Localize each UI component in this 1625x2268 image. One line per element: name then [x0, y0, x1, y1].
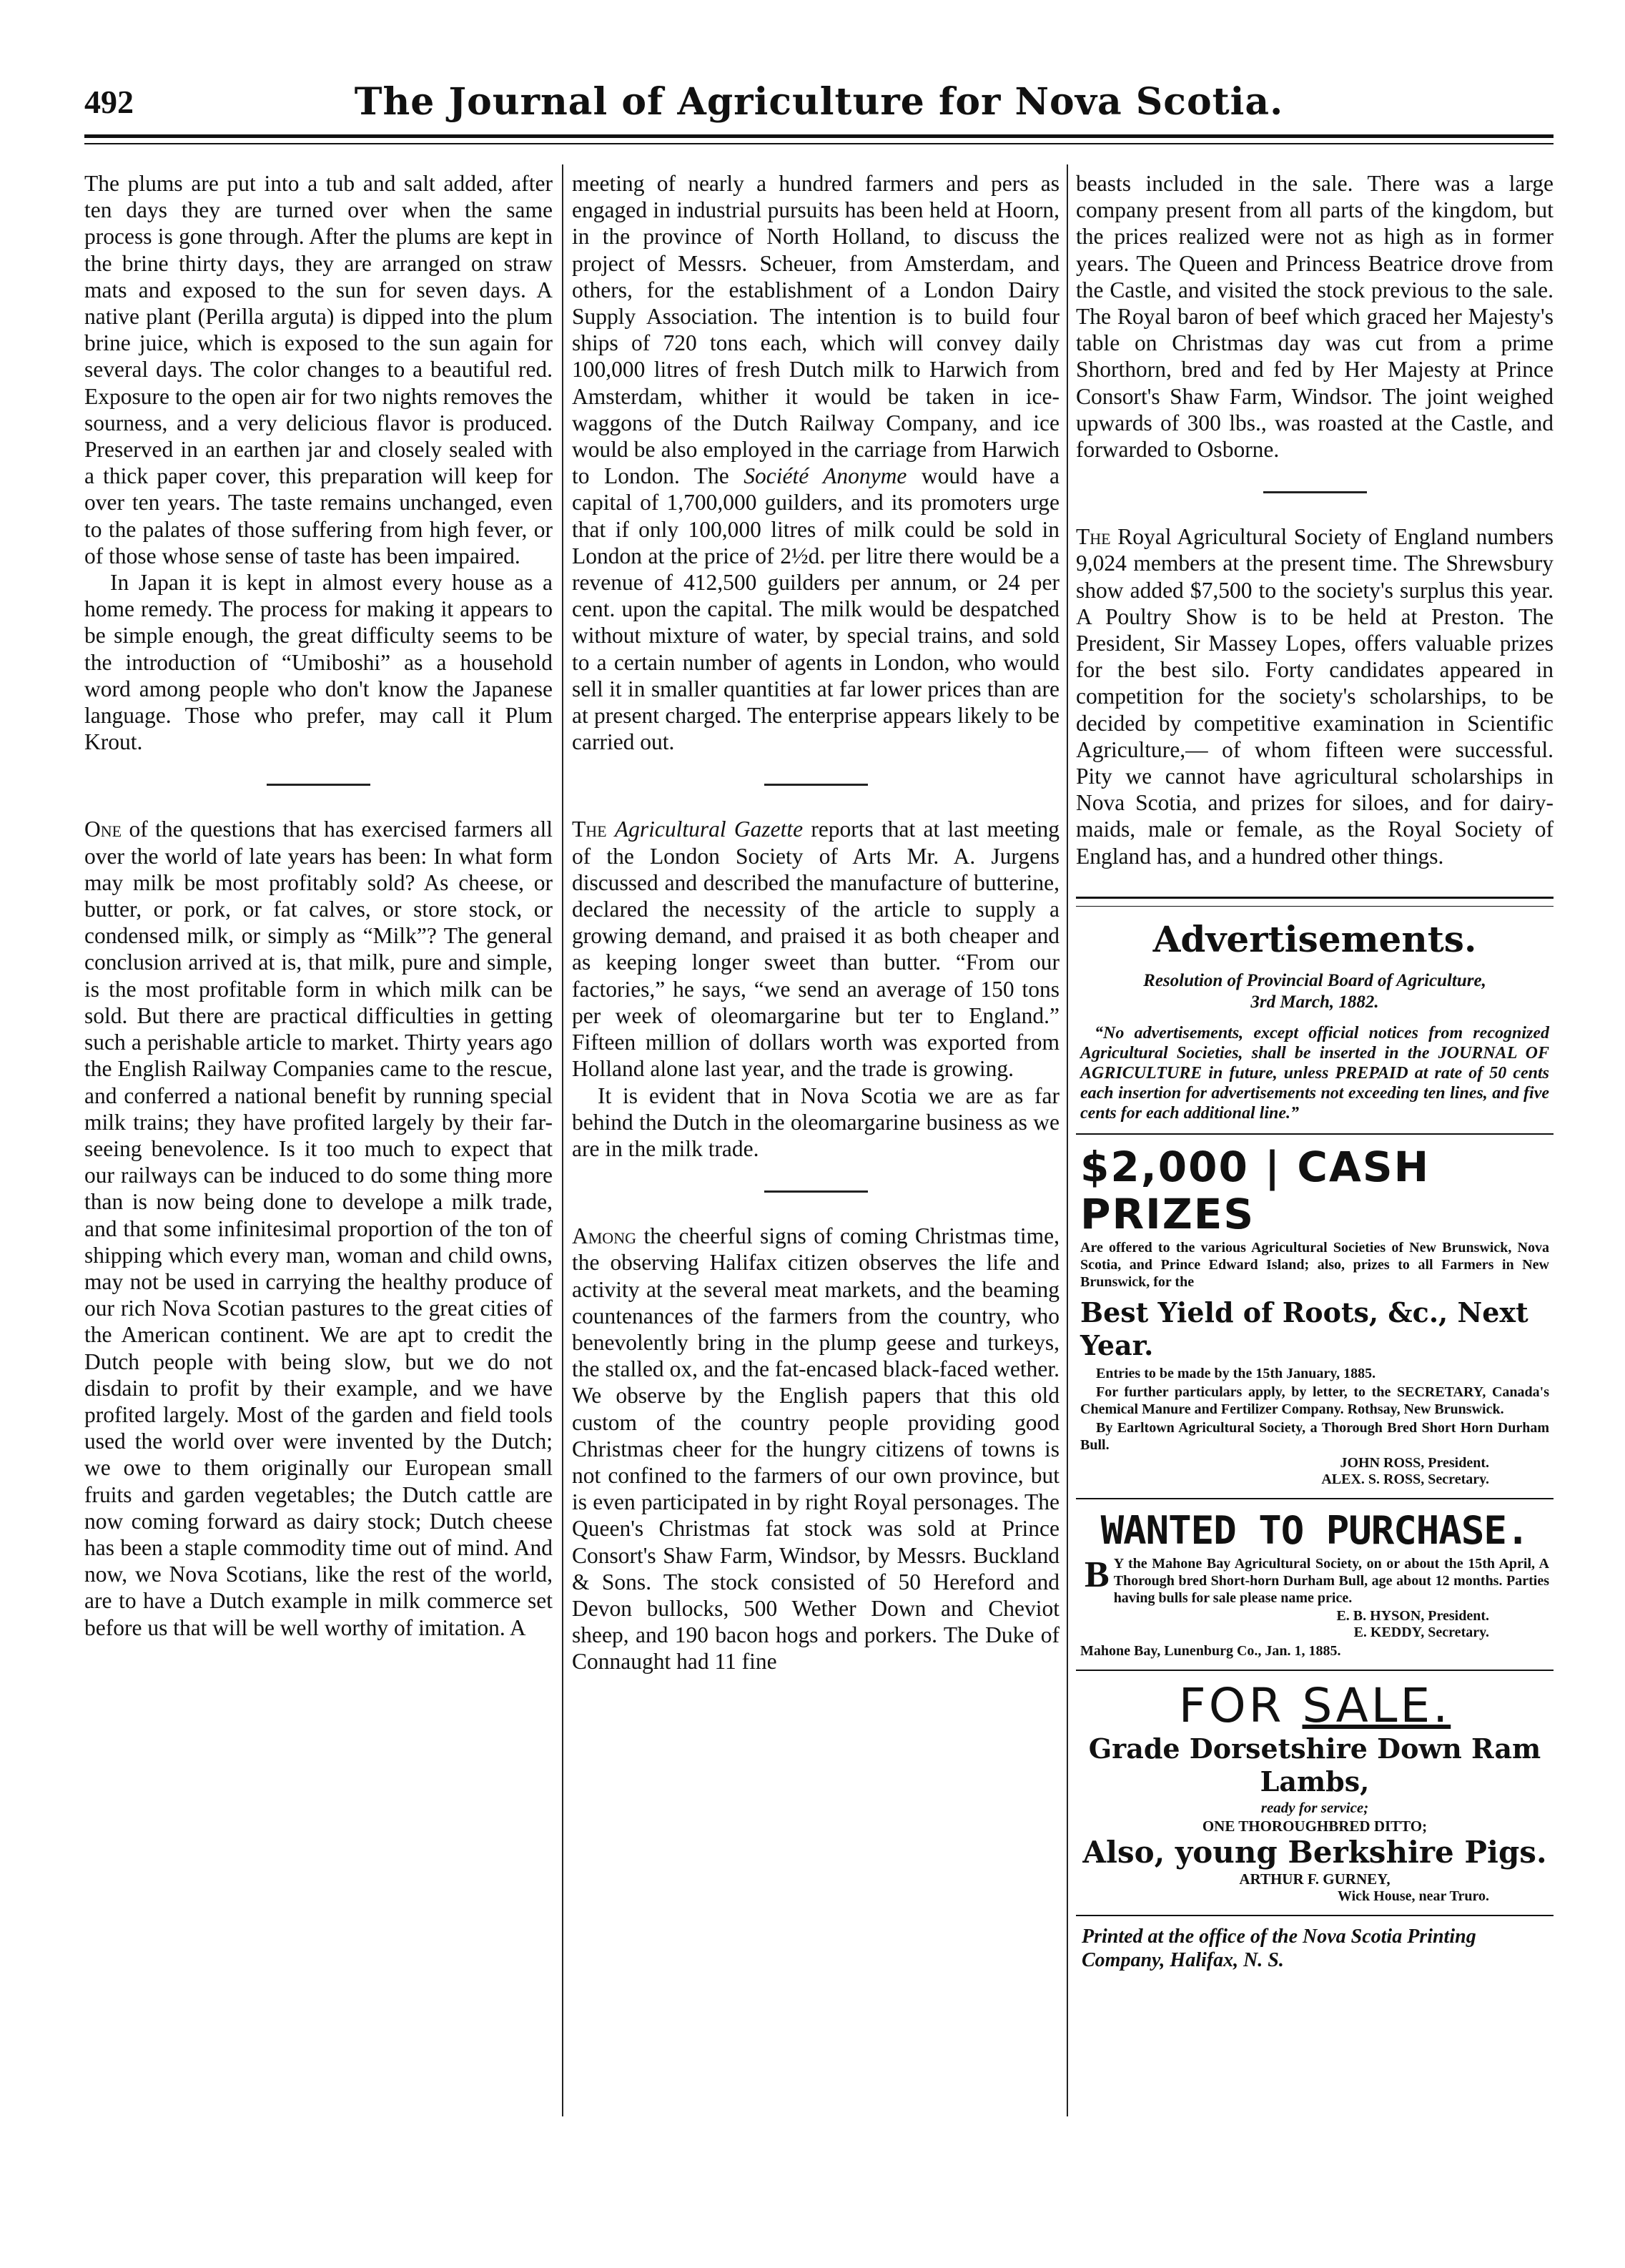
resolution-date: 3rd March, 1882. [1250, 992, 1379, 1012]
ad-divider [1076, 1133, 1554, 1135]
article-separator [1263, 491, 1367, 493]
lead-word: One [84, 817, 122, 842]
article-paragraph: It is evident that in Nova Scotia we are as far behind the Dutch in the oleomargarine business as we are in the milk trade. [572, 1083, 1060, 1161]
signature: JOHN ROSS, President. [1340, 1454, 1489, 1471]
paragraph-body: would have a capital of 1,700,000 guilders, and its promoters urge that if only 100,000 litres of milk could be sold in London at the price of 2½d. per litre there would be a revenue of 412,500 guilders per annum, or 24 per cent. upon the capital. The milk would be despatched without mixture of water, by special trains, and sold to a certain number of agents in London, who would sell it in smaller quantities at far lower prices than are at present charged. The enterprise appears likely to be carried out. [572, 463, 1060, 755]
ad-text: ARTHUR F. GURNEY, [1239, 1870, 1391, 1888]
signature: ALEX. S. ROSS, Secretary. [1321, 1471, 1489, 1487]
resolution-quote: “No advertisements, except official notices from recognized Agricultural Societies, shall be inserted in the JOURNAL OF AGRICULTURE in future, unless PREPAID at rate of 50 cents each insertion for advertisements not exceeding ten lines, and five cents for each additional line.” [1080, 1023, 1549, 1123]
page-number: 492 [84, 84, 134, 120]
ad-text: ONE THOROUGHBRED DITTO; [1202, 1817, 1428, 1835]
resolution-heading [1076, 970, 1554, 1013]
header-rule-thick [84, 134, 1554, 138]
article-paragraph [572, 816, 1060, 1082]
advertisements-section [1076, 918, 1554, 1972]
article-separator [764, 784, 868, 786]
paragraph-body: meeting of nearly a hundred farmers and pers as engaged in industrial pursuits has been held at Hoorn, in the province of North Holland, to discuss the project of Messrs. Scheuer, from Amsterdam, and others, for the establishment of a London Dairy Supply Association. The intention is to build four ships of 720 tons each, which will convey daily 100,000 litres of fresh Dutch milk to Harwich from Amsterdam, whither it would be taken in ice-waggons of the Dutch Railway Company, and ice would be also employed in the carriage from Harwich to London. The [572, 171, 1060, 489]
article-separator [267, 784, 370, 786]
ads-rule-thin [1076, 906, 1554, 907]
article-paragraph [572, 170, 1060, 755]
ad-divider [1076, 1915, 1554, 1916]
column-2 [572, 170, 1060, 1675]
ads-title: Advertisements. [1152, 917, 1477, 960]
ad-text: ready for service; [1260, 1798, 1369, 1816]
article-paragraph [84, 816, 553, 1640]
column-divider [562, 164, 563, 2116]
signature: E. B. HYSON, President. [1336, 1607, 1489, 1624]
column-3 [1076, 170, 1554, 1972]
paragraph-body: the cheerful signs of coming Christmas time, the observing Halifax citizen observes the life and activity at the several meat markets, and the beaming countenances of the farmers from the country, who benevolently bring in the plump geese and turkeys, the stalled ox, and the fat-encased black-faced wether. We observe by the English papers that this old custom of the country people providing good Christmas cheer for the hungry citizens of towns is not confined to the farmers of our own province, but is even participated in by right Royal personages. The Queen's Christmas fat stock was sold at Prince Consort's Shaw Farm, Windsor, by Messrs. Buckland & Sons. The stock consisted of 50 Hereford and Devon bullocks, 500 Wether Down and Cheviot sheep, and 190 bacon hogs and porkers. The Duke of Connaught had 11 fine [572, 1223, 1060, 1675]
article-paragraph: In Japan it is kept in almost every house as a home remedy. The process for making it appears to be simple enough, the great difficulty seems to be the introduction of “Umiboshi” as a household word among people who don't know the Japanese language. Those who prefer, may call it Plum Krout. [84, 570, 553, 755]
header-rule-thin [84, 143, 1554, 144]
article-paragraph: beasts included in the sale. There was a large company present from all parts of the kingdom, but the prices realized were not as high as in former years. The Queen and Princess Beatrice drove from the Castle, and visited the stock previous to the sale. The Royal baron of beef which graced her Majesty's table on Christmas day was cut from a prime Shorthorn, bred and fed by Her Majesty at Prince Consort's Shaw Farm, Windsor. The joint weighed upwards of 300 lbs., was roasted at the Castle, and forwarded to Osborne. [1076, 171, 1554, 463]
resolution-line: Resolution of Provincial Board of Agriculture, [1143, 970, 1486, 990]
cash-prizes-heading: $2,000 | CASH PRIZES [1080, 1142, 1431, 1238]
emphasis-text: Agricultural Gazette [614, 817, 804, 842]
grade-heading: Grade Dorsetshire Down Ram Lambs, [1088, 1732, 1541, 1798]
pigs-heading: Also, young Berkshire Pigs. [1082, 1834, 1547, 1870]
paragraph-body: Y the Mahone Bay Agricultural Society, on or about the 15th April, A Thorough bred Short-horn Durham Bull, age about 12 months. Parties having bulls for sale please name price. [1113, 1555, 1549, 1606]
page-header [84, 80, 1554, 130]
drop-cap: B [1085, 1554, 1110, 1595]
for-sale-word: FOR [1178, 1677, 1285, 1733]
ad-divider [1076, 1498, 1554, 1499]
column-divider [1067, 164, 1068, 2116]
ad-text [1080, 1555, 1549, 1607]
paragraph-body: Royal Agricultural Society of England numbers 9,024 members at the present time. The Shrewsbury show added $7,500 to the society's surplus this year. A Poultry Show is to be held at Preston. The President, Sir Massey Lopes, offers valuable prizes for the best silo. Forty candidates appeared in competition for the society's scholarships, to be decided by competitive examination in Scientific Agriculture,— of whom fifteen were successful. Pity we cannot have agricultural scholarships in Nova Scotia, and prizes for siloes, and for dairy-maids, male or female, as the Royal Society of England has, and a hundred other things. [1076, 524, 1554, 869]
article-paragraph [1076, 523, 1554, 869]
ad-text: By Earltown Agricultural Society, a Thorough Bred Short Horn Durham Bull. [1080, 1419, 1549, 1453]
for-sale-heading [1076, 1677, 1554, 1733]
signature: Wick House, near Truro. [1337, 1888, 1489, 1904]
column-1 [84, 170, 553, 1641]
ad-text: Entries to be made by the 15th January, 1885. [1096, 1365, 1376, 1381]
lead-word: The [1076, 524, 1111, 550]
lead-word: Among [572, 1223, 636, 1249]
emphasis-text: Société Anonyme [744, 463, 907, 489]
article-paragraph: The plums are put into a tub and salt added, after ten days they are turned over when the same process is gone through. After the plums are kept in the brine thirty days, they are arranged on straw mats and exposed to the sun for seven days. A native plant (Perilla arguta) is dipped into the plum brine juice, which is exposed to the sun again for several days. The color changes to a beautiful red. Exposure to the open air for two nights removes the sourness, and a very delicious flavor is produced. Preserved in an earthen jar and closely sealed with a thick paper cover, this preparation will keep for over ten years. The taste remains unchanged, even to the palates of those suffering from high fever, or of those whose sense of taste has been impaired. [84, 171, 553, 568]
ad-divider [1076, 1670, 1554, 1671]
lead-word: The [572, 817, 607, 842]
best-yield-heading: Best Yield of Roots, &c., Next Year. [1080, 1296, 1528, 1361]
paragraph-body: of the questions that has exercised farmers all over the world of late years has been: In what form may milk be most profitably sold? As cheese, or butter, or pork, or fat calves, or store stock, or condensed milk, or simply as “Milk”? The general conclusion arrived at is, that milk, pure and simple, is the most profitable form in which milk can be sold. But there are practical difficulties in getting such a perishable article to market. Thirty years ago the English Railway Companies came to the rescue, and conferred a national benefit by running special milk trains; they have profited largely by their far-seeing benevolence. Is it too much to expect that our railways can be induced to do some thing more than is now being done to develope a milk trade, and that some infinitesimal proportion of the ton of shipping which every man, woman and child owns, may not be used in carrying the healthy produce of our rich Nova Scotian pastures to the great cities of the American continent. We are apt to credit the Dutch people with being slow, but we do not disdain to profit by their example, and we have profited largely. Most of the garden and field tools used the world over were invented by the Dutch; we owe to them originally our European small fruits and garden vegetables; the Dutch cattle are now coming forward as dairy stock; Dutch cheese has been a staple commodity time out of mind. And now, we Nova Scotians, like the rest of the world, are to have a Dutch example in milk commerce set before us that will be well worthy of imitation. A [84, 817, 553, 1640]
ad-text: Mahone Bay, Lunenburg Co., Jan. 1, 1885. [1080, 1642, 1341, 1659]
ads-rule-thick [1076, 897, 1554, 899]
paragraph-body: reports that at last meeting of the London Society of Arts Mr. A. Jurgens discussed and described the manufacture of butterine, declared the necessity of the article to supply a growing demand, and praised it as both cheaper and as keeping longer sweet than butter. “From our factories,” he says, “we send an average of 150 tons per week of oleomargarine but ter to England.” Fifteen million of dollars worth was exported from Holland alone last year, and the trade is growing. [572, 817, 1060, 1082]
for-sale-word: SALE. [1302, 1677, 1451, 1733]
journal-title: The Journal of Agriculture for Nova Scotia. [354, 80, 1284, 124]
wanted-heading: WANTED TO PURCHASE. [1100, 1507, 1529, 1553]
article-paragraph [572, 1223, 1060, 1675]
ad-text: Are offered to the various Agricultural Societies of New Brunswick, Nova Scotia, and Prince Edward Island; also, prizes to all Farmers in New Brunswick, for the [1080, 1239, 1549, 1290]
printer-credit: Printed at the office of the Nova Scotia Printing Company, Halifax, N. S. [1082, 1925, 1476, 1971]
signature: E. KEDDY, Secretary. [1353, 1624, 1489, 1640]
article-separator [764, 1190, 868, 1193]
ad-text: For further particulars apply, by letter, to the SECRETARY, Canada's Chemical Manure and Fertilizer Company. Rothsay, New Brunswick. [1080, 1384, 1549, 1417]
